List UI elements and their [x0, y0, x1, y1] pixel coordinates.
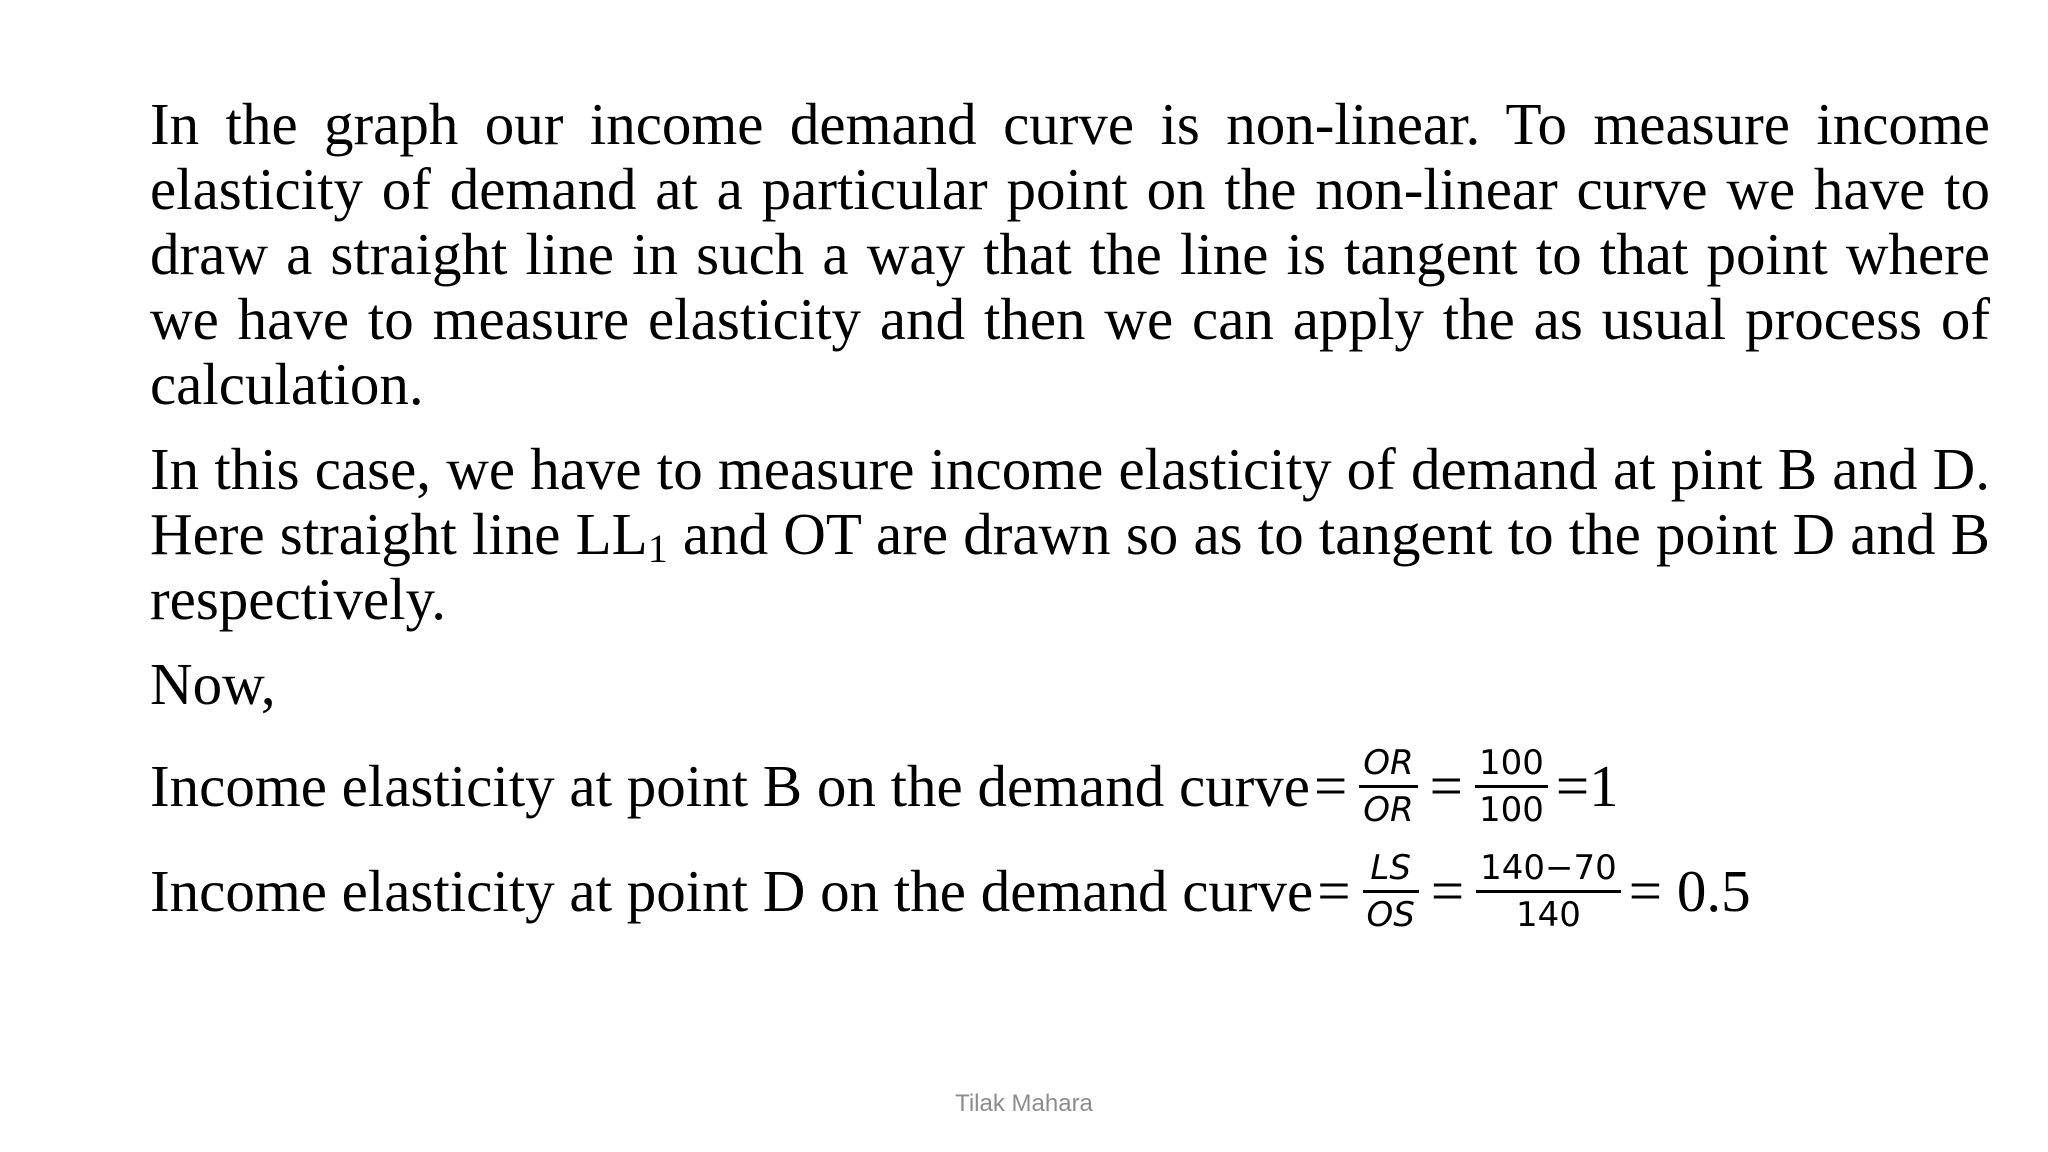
equation-point-d-result: = 0.5 [1628, 858, 1751, 924]
equals-sign: = [1317, 858, 1351, 924]
fraction-denominator: OR [1363, 790, 1414, 830]
paragraph-now: Now, [150, 651, 276, 717]
equals-sign: = [1430, 858, 1465, 924]
fraction-140-minus-70-over-140 [1476, 846, 1621, 937]
fraction-or-over-or [1359, 741, 1417, 832]
paragraph-income-demand-curve: In the graph our income demand curve is non-linear. To measure income elasticity of demand at a particular point on the non-linear curve we have to draw a straight line in such a way that the line is tangent to that point where we have to measure elasticity and then we can apply the as usual process of calculation. [150, 91, 1990, 417]
fraction-denominator: OS [1366, 895, 1415, 935]
footer-author: Tilak Mahara [955, 1090, 1093, 1117]
slide-content [150, 92, 1990, 937]
equation-point-d [150, 846, 1990, 937]
fraction-numerator: LS [1370, 848, 1411, 888]
paragraph-tangent-lines [150, 437, 1990, 632]
fraction-100-over-100 [1475, 741, 1548, 832]
fraction-denominator: 100 [1478, 790, 1544, 830]
fraction-numerator: 100 [1478, 743, 1544, 783]
paragraph-tangent-lines-text-1: In this case, we have to measure income elasticity of demand at pint B and D. Here straight line LL [150, 436, 1990, 567]
equation-point-d-label: Income elasticity at point D on the demand curve [150, 858, 1314, 924]
equals-sign: = [1313, 753, 1348, 819]
fraction-ls-over-os [1363, 846, 1419, 937]
equation-point-b-result: =1 [1555, 753, 1619, 819]
fraction-numerator: 140−70 [1480, 848, 1617, 888]
equation-point-b [150, 741, 1990, 832]
paragraph-tangent-lines-text-2: and OT are drawn so as to tangent to the point D and B respectively. [150, 501, 1991, 632]
fraction-numerator: OR [1363, 743, 1414, 783]
subscript-one: 1 [647, 526, 668, 571]
equals-sign: = [1429, 753, 1463, 819]
fraction-denominator: 140 [1516, 895, 1581, 935]
equation-point-b-label: Income elasticity at point B on the demand curve [150, 753, 1310, 819]
